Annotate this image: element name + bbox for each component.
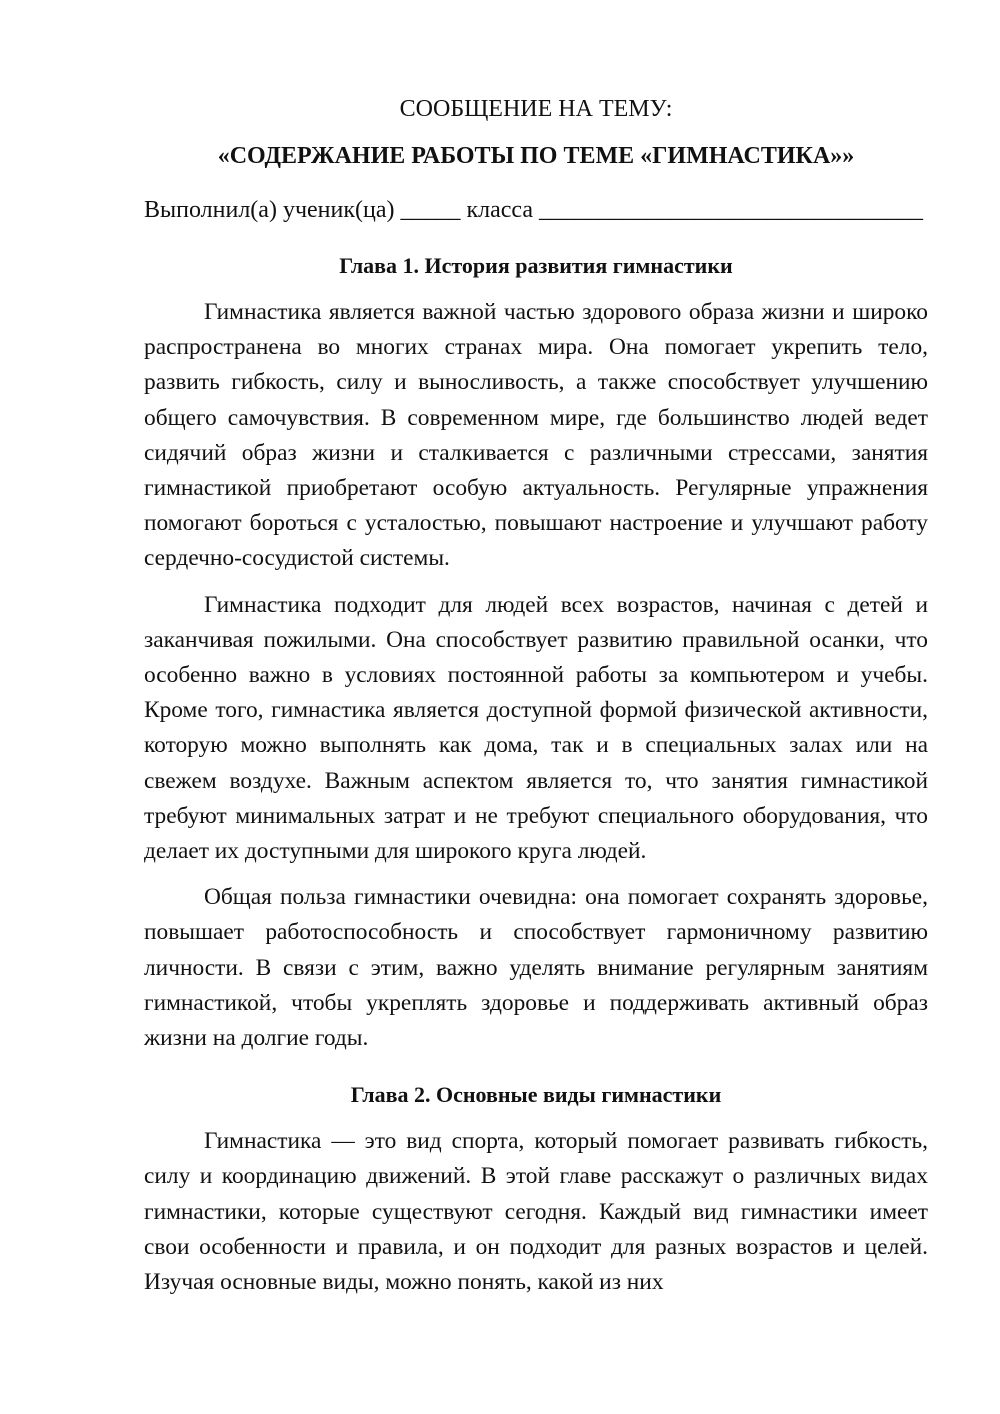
document-page xyxy=(144,92,928,1300)
document-title-line-1: СООБЩЕНИЕ НА ТЕМУ: xyxy=(399,96,673,122)
chapter-2-heading: Глава 2. Основные виды гимнастики xyxy=(350,1082,722,1108)
document-title-line-2: «СОДЕРЖАНИЕ РАБОТЫ ПО ТЕМЕ «ГИМНАСТИКА»» xyxy=(217,143,855,169)
chapter-1-heading: Глава 1. История развития гимнастики xyxy=(339,253,733,278)
chapter-1-paragraph-1: Гимнастика является важной частью здорового образа жизни и широко распространена во многих странах мира. Она помогает укрепить тело, развить гибкость, силу и выносливость, а также способствует улучшению общего самочувствия. В современном мире, где большинство людей ведет сидячий образ жизни и сталкивается с различными стрессами, занятия гимнастикой приобретают особую актуальность. Регулярные упражнения помогают бороться с усталостью, повышают настроение и улучшают работу сердечно-сосудистой системы. xyxy=(144,299,928,572)
chapter-2-paragraph-1: Гимнастика — это вид спорта, который помогает развивать гибкость, силу и координацию движений. В этой главе расскажут о различных видах гимнастики, которые существуют сегодня. Каждый вид гимнастики имеет свои особенности и правила, и он подходит для разных возрастов и целей. Изучая основные виды, можно понять, какой из них xyxy=(144,1128,928,1296)
chapter-1-paragraph-3: Общая польза гимнастики очевидна: она помогает сохранять здоровье, повышает работоспособность и способствует гармоничному развитию личности. В связи с этим, важно уделять внимание регулярным занятиям гимнастикой, чтобы укреплять здоровье и поддерживать активный образ жизни на долгие годы. xyxy=(144,884,928,1052)
author-line: Выполнил(а) ученик(ца) _____ класса ________________________________ xyxy=(144,197,924,223)
chapter-1-paragraph-2: Гимнастика подходит для людей всех возрастов, начиная с детей и заканчивая пожилыми. Она способствует развитию правильной осанки, что особенно важно в условиях постоянной работы за компьютером и учебы. Кроме того, гимнастика является доступной формой физической активности, которую можно выполнять как дома, так и в специальных залах или на свежем воздухе. Важным аспектом является то, что занятия гимнастикой требуют минимальных затрат и не требуют специального оборудования, что делает их доступными для широкого круга людей. xyxy=(144,591,928,865)
